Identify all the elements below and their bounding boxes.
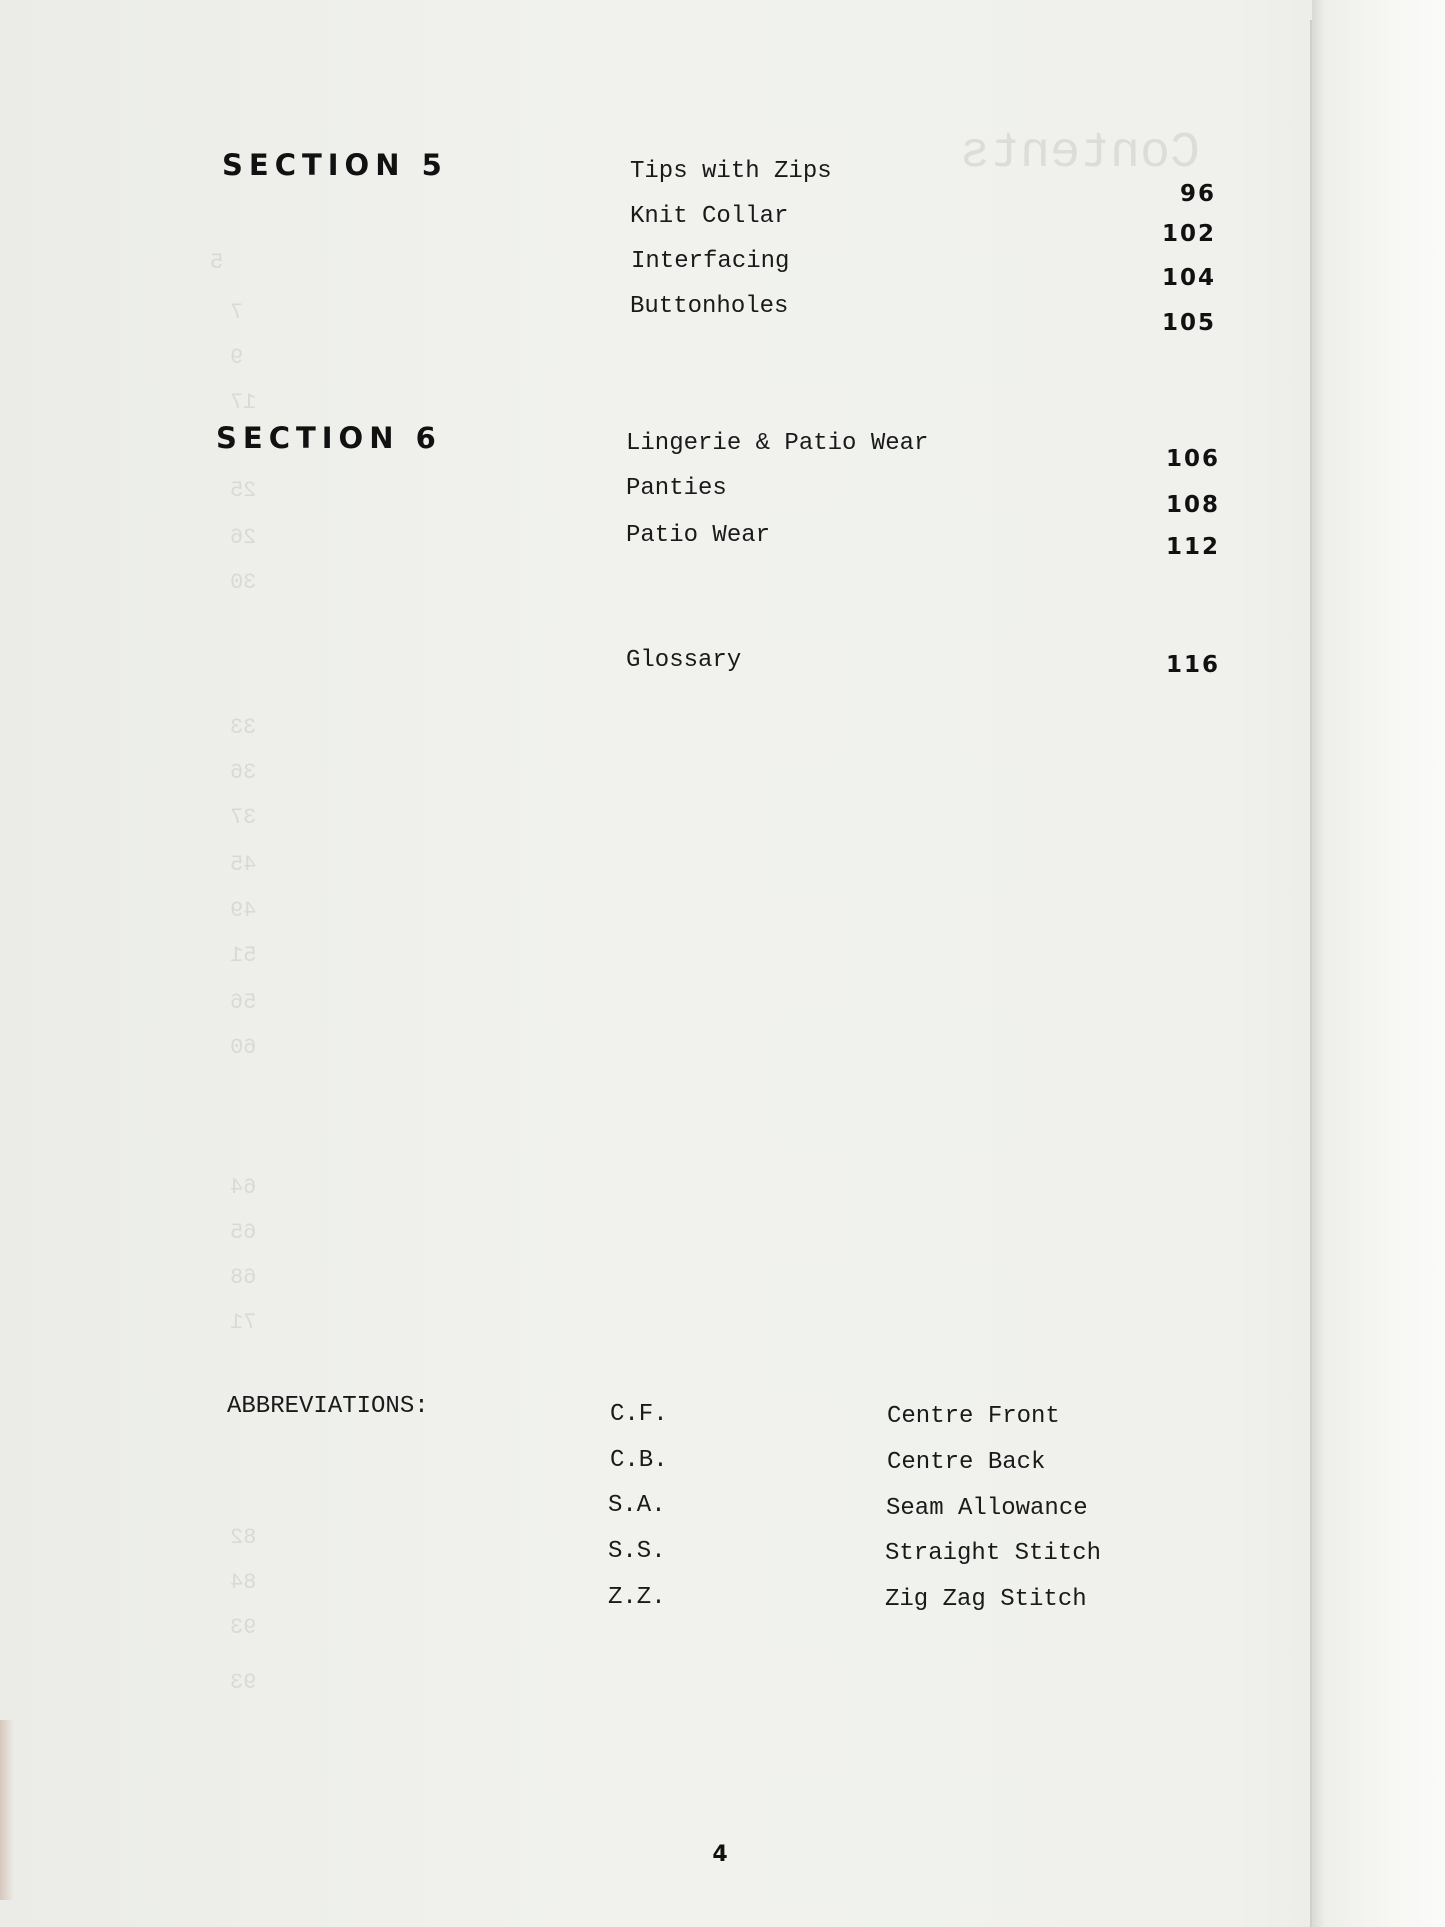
abbreviation-code: S.A. [608,1492,666,1519]
toc-entry-page: 108 [1165,492,1220,518]
thumb-shadow [0,1720,14,1900]
abbreviation-code: S.S. [608,1538,666,1565]
toc-entry-page: 102 [1161,221,1216,247]
toc-entry-title: Glossary [626,647,742,674]
toc-entry-title: Lingerie & Patio Wear [626,430,929,457]
abbreviation-code: C.F. [610,1401,668,1428]
abbreviations-label: ABBREVIATIONS: [227,1393,429,1420]
abbreviation-meaning: Centre Back [887,1449,1046,1476]
document-page: Contents 5 7 9 17 25 26 30 33 36 37 45 49 51 56 60 64 65 68 71 82 84 93 93 SECTION 5 Tips with Zips 96 Knit Collar 102 Interfacing 104 Buttonholes 105 SECTION 6 Lingerie & Patio Wear 106 Panties 108 Patio Wear 112 Glossary 116 ABBREVIATIONS: C.F. Centre Front C.B. Centre Back S.A. Seam Allowance S.S. Straight Stitch Z.Z. Zig Zag Stitch 4 [0,0,1445,1927]
page-number: 4 [712,1842,728,1867]
toc-entry-page: 112 [1165,534,1220,560]
toc-entry-title: Interfacing [631,248,790,275]
toc-entry-page: 96 [1179,181,1216,207]
toc-entry-page: 105 [1161,310,1216,336]
toc-entry-title: Panties [626,475,727,502]
abbreviation-meaning: Zig Zag Stitch [885,1586,1087,1613]
section-heading: SECTION 5 [222,148,448,182]
abbreviation-code: C.B. [610,1447,668,1474]
next-page-edge [1312,0,1445,1927]
toc-entry-page: 104 [1161,265,1216,291]
toc-entry-title: Tips with Zips [630,158,832,185]
toc-entry-page: 116 [1165,652,1220,678]
toc-entry-title: Patio Wear [626,522,771,549]
page-fold-line [1310,20,1312,1927]
abbreviation-code: Z.Z. [608,1584,666,1611]
abbreviation-meaning: Centre Front [887,1403,1060,1430]
toc-entry-page: 106 [1165,446,1220,472]
abbreviation-meaning: Straight Stitch [885,1540,1102,1567]
toc-entry-title: Knit Collar [630,203,789,230]
abbreviation-meaning: Seam Allowance [886,1495,1088,1522]
toc-entry-title: Buttonholes [630,293,789,320]
section-heading: SECTION 6 [216,421,442,455]
